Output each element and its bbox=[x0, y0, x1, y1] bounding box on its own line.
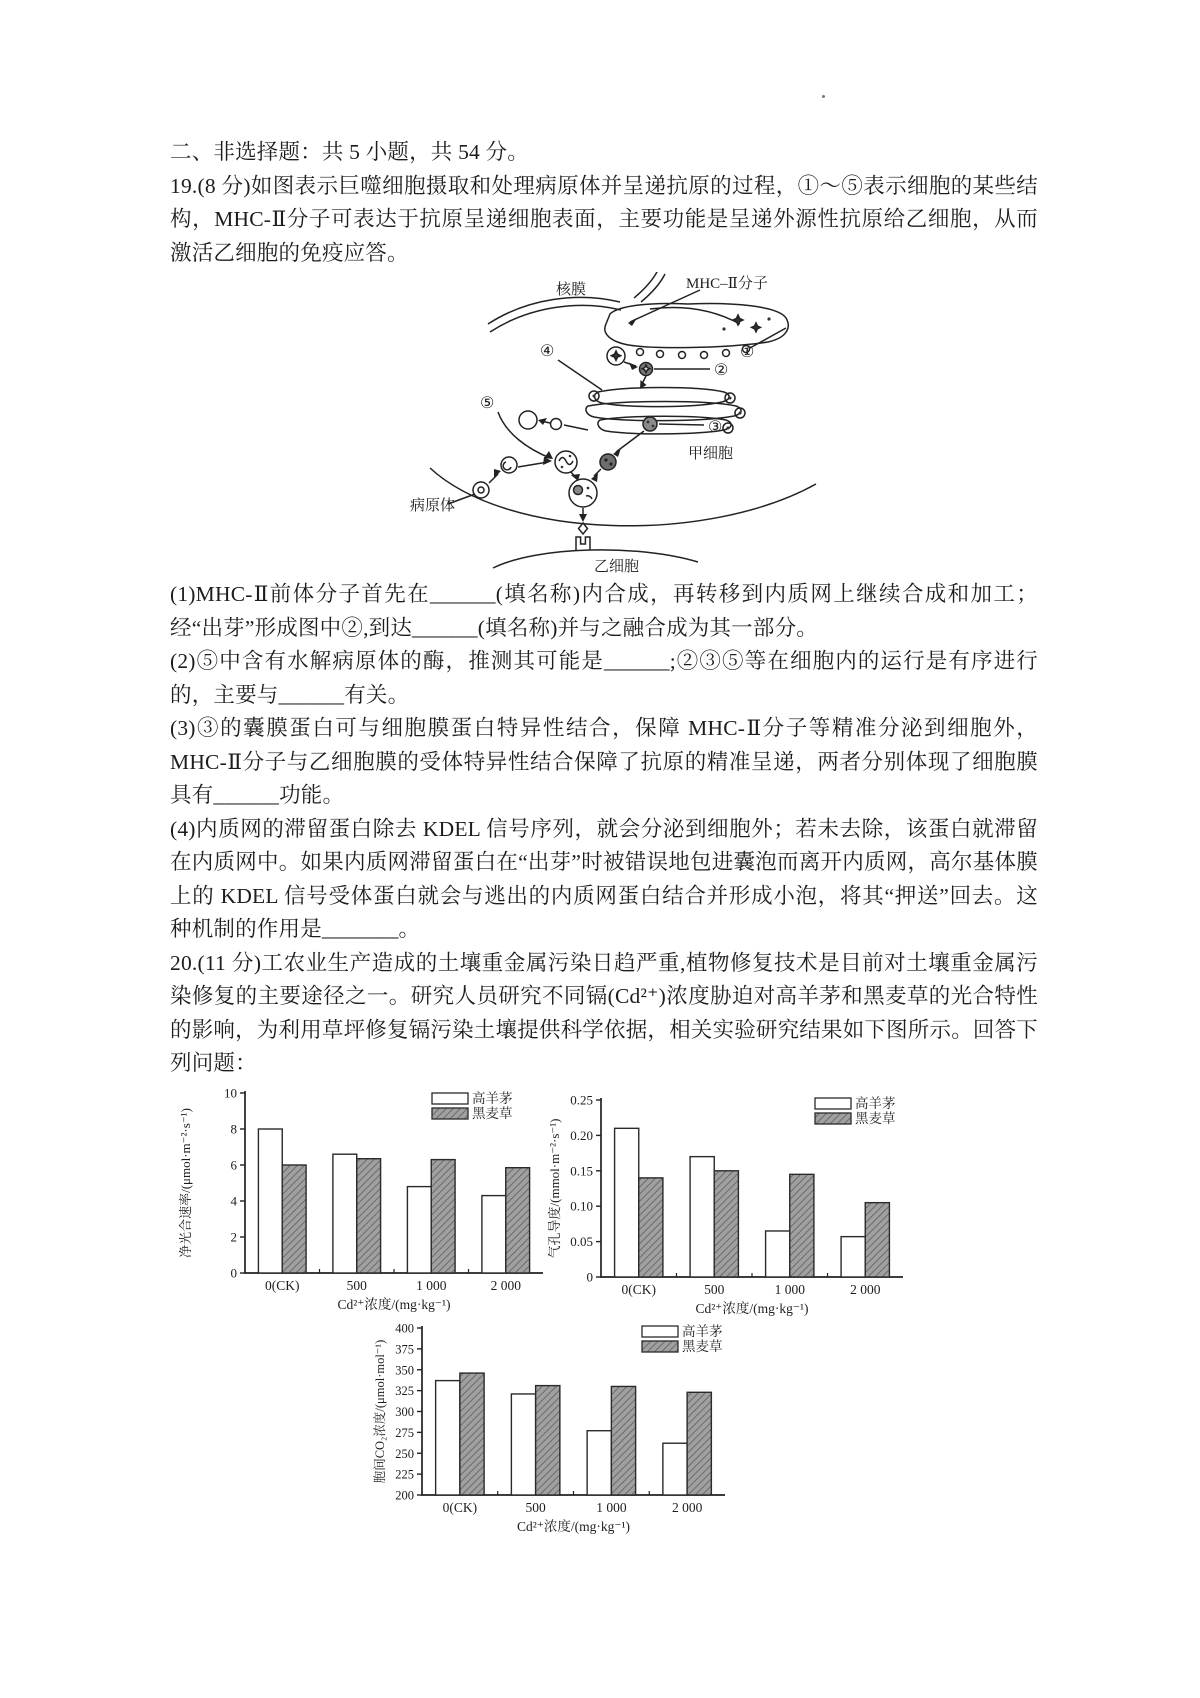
svg-text:气孔导度/(mmol·m⁻²·s⁻¹): 气孔导度/(mmol·m⁻²·s⁻¹) bbox=[547, 1118, 562, 1258]
svg-text:500: 500 bbox=[346, 1277, 367, 1293]
svg-text:高羊茅: 高羊茅 bbox=[472, 1090, 513, 1106]
svg-text:0(CK): 0(CK) bbox=[621, 1281, 656, 1297]
scan-speck bbox=[822, 95, 825, 98]
svg-text:黑麦草: 黑麦草 bbox=[682, 1338, 723, 1354]
svg-text:225: 225 bbox=[395, 1467, 414, 1482]
svg-text:0.10: 0.10 bbox=[570, 1198, 593, 1214]
section-header: 二、非选择题：共 5 小题，共 54 分。 bbox=[170, 140, 529, 164]
cell-a-membrane bbox=[430, 468, 816, 526]
diagram-label-nuclear-membrane: 核膜 bbox=[556, 282, 587, 298]
q19-part-2: (2)⑤中含有水解病原体的酶，推测其可能是______;②③⑤等在细胞内的运行是有序进行的，主要与______有关。 bbox=[170, 649, 1038, 707]
svg-text:Cd²⁺浓度/(mg·kg⁻¹): Cd²⁺浓度/(mg·kg⁻¹) bbox=[516, 1518, 631, 1534]
svg-text:350: 350 bbox=[395, 1362, 414, 1377]
diagram-label-2: ② bbox=[714, 362, 729, 379]
svg-text:0.20: 0.20 bbox=[570, 1127, 593, 1143]
pathogen-icon bbox=[473, 482, 489, 498]
svg-text:1 000: 1 000 bbox=[774, 1281, 805, 1297]
svg-text:高羊茅: 高羊茅 bbox=[855, 1095, 896, 1111]
charts-figure bbox=[170, 1087, 1038, 1612]
svg-text:0.15: 0.15 bbox=[570, 1162, 593, 1178]
er-body bbox=[605, 303, 788, 347]
svg-text:2 000: 2 000 bbox=[490, 1277, 521, 1293]
svg-text:0.05: 0.05 bbox=[570, 1233, 593, 1249]
svg-text:6: 6 bbox=[230, 1157, 237, 1172]
svg-text:Cd²⁺浓度/(mg·kg⁻¹): Cd²⁺浓度/(mg·kg⁻¹) bbox=[695, 1300, 809, 1316]
diagram-label-5: ⑤ bbox=[480, 395, 495, 412]
chart-net-photosynthesis bbox=[170, 1087, 555, 1339]
receptor-icon bbox=[576, 537, 590, 550]
phagolysosome bbox=[569, 479, 597, 507]
vesicle-5 bbox=[519, 411, 537, 429]
diagram-figure bbox=[388, 272, 848, 574]
svg-text:500: 500 bbox=[704, 1281, 725, 1297]
svg-text:4: 4 bbox=[230, 1193, 237, 1208]
cell-diagram-svg bbox=[388, 272, 848, 574]
svg-text:0: 0 bbox=[230, 1265, 237, 1280]
diagram-label-pathogen: 病原体 bbox=[410, 498, 456, 514]
svg-text:275: 275 bbox=[395, 1425, 414, 1440]
endosome bbox=[600, 454, 616, 470]
svg-text:2: 2 bbox=[230, 1229, 237, 1244]
svg-text:8: 8 bbox=[230, 1121, 237, 1136]
svg-text:400: 400 bbox=[395, 1321, 414, 1335]
svg-text:0.25: 0.25 bbox=[570, 1092, 593, 1107]
svg-text:高羊茅: 高羊茅 bbox=[682, 1323, 723, 1339]
diagram-label-cell-b: 乙细胞 bbox=[594, 559, 640, 574]
svg-text:0(CK): 0(CK) bbox=[442, 1499, 478, 1515]
mhc2-molecule-icon bbox=[733, 315, 743, 325]
svg-text:200: 200 bbox=[395, 1488, 414, 1502]
svg-text:2 000: 2 000 bbox=[850, 1281, 881, 1297]
svg-text:325: 325 bbox=[395, 1383, 414, 1398]
svg-text:黑麦草: 黑麦草 bbox=[855, 1110, 896, 1126]
q19-intro: 19.(8 分)如图表示巨噬细胞摄取和处理病原体并呈递抗原的过程，①～⑤表示细胞的某些结构，MHC-Ⅱ分子可表达于抗原呈递细胞表面，主要功能是呈递外源性抗原给乙细胞，从而激活乙细胞的免疫应答。 bbox=[170, 173, 1038, 265]
q19-part-4: (4)内质网的滞留蛋白除去 KDEL 信号序列，就会分泌到细胞外；若未去除，该蛋白就滞留在内质网中。如果内质网滞留蛋白在“出芽”时被错误地包进囊泡而离开内质网，高尔基体膜上的 KDEL 信号受体蛋白就会与逃出的内质网蛋白结合并形成小泡，将其“押送”回去。这种机制的作用是_______。 bbox=[170, 816, 1038, 941]
diagram-label-3: ③ bbox=[708, 419, 723, 436]
svg-text:10: 10 bbox=[224, 1086, 237, 1100]
diagram-label-mhc2: MHC–Ⅱ分子 bbox=[686, 276, 768, 292]
svg-text:胞间CO₂浓度/(μmol·mol⁻¹): 胞间CO₂浓度/(μmol·mol⁻¹) bbox=[373, 1339, 387, 1483]
svg-text:Cd²⁺浓度/(mg·kg⁻¹): Cd²⁺浓度/(mg·kg⁻¹) bbox=[337, 1296, 451, 1312]
svg-text:0: 0 bbox=[586, 1269, 593, 1284]
nuclear-membrane-line bbox=[488, 297, 620, 324]
svg-text:净光合速率/(μmol·m⁻²·s⁻¹): 净光合速率/(μmol·m⁻²·s⁻¹) bbox=[178, 1107, 193, 1258]
svg-text:300: 300 bbox=[395, 1404, 414, 1419]
svg-text:1 000: 1 000 bbox=[416, 1277, 447, 1293]
diagram-label-cell-a: 甲细胞 bbox=[688, 446, 734, 462]
svg-text:1 000: 1 000 bbox=[596, 1499, 627, 1515]
diagram-label-4: ④ bbox=[540, 343, 555, 360]
diagram-label-1: ① bbox=[740, 344, 755, 361]
svg-text:500: 500 bbox=[525, 1499, 546, 1515]
vesicle-3 bbox=[643, 417, 657, 431]
chart-intercellular-co2 bbox=[330, 1322, 750, 1592]
chart-stomatal-conductance bbox=[545, 1090, 1015, 1342]
svg-text:250: 250 bbox=[395, 1446, 414, 1461]
svg-text:0(CK): 0(CK) bbox=[265, 1277, 300, 1293]
q19-part-3: (3)③的囊膜蛋白可与细胞膜蛋白特异性结合，保障 MHC-Ⅱ分子等精准分泌到细胞外，MHC-Ⅱ分子与乙细胞膜的受体特异性结合保障了抗原的精准呈递，两者分别体现了细胞膜具有______功能。 bbox=[170, 716, 1038, 807]
svg-text:375: 375 bbox=[395, 1341, 414, 1356]
golgi-sac bbox=[595, 388, 730, 407]
svg-text:2 000: 2 000 bbox=[671, 1499, 703, 1515]
content-column bbox=[170, 136, 1038, 1612]
svg-text:黑麦草: 黑麦草 bbox=[472, 1105, 513, 1121]
q20-intro: 20.(11 分)工农业生产造成的土壤重金属污染日趋严重,植物修复技术是目前对土壤重金属污染修复的主要途径之一。研究人员研究不同镉(Cd²⁺)浓度胁迫对高羊茅和黑麦草的光合特性的影响，为利用草坪修复镉污染土壤提供科学依据，相关实验研究结果如下图所示。回答下列问题： bbox=[170, 950, 1039, 1075]
q19-part-1: (1)MHC-Ⅱ前体分子首先在______(填名称)内合成，再转移到内质网上继续合成和加工；经“出芽”形成图中②,到达______(填名称)并与之融合成为其一部分。 bbox=[170, 582, 1038, 640]
